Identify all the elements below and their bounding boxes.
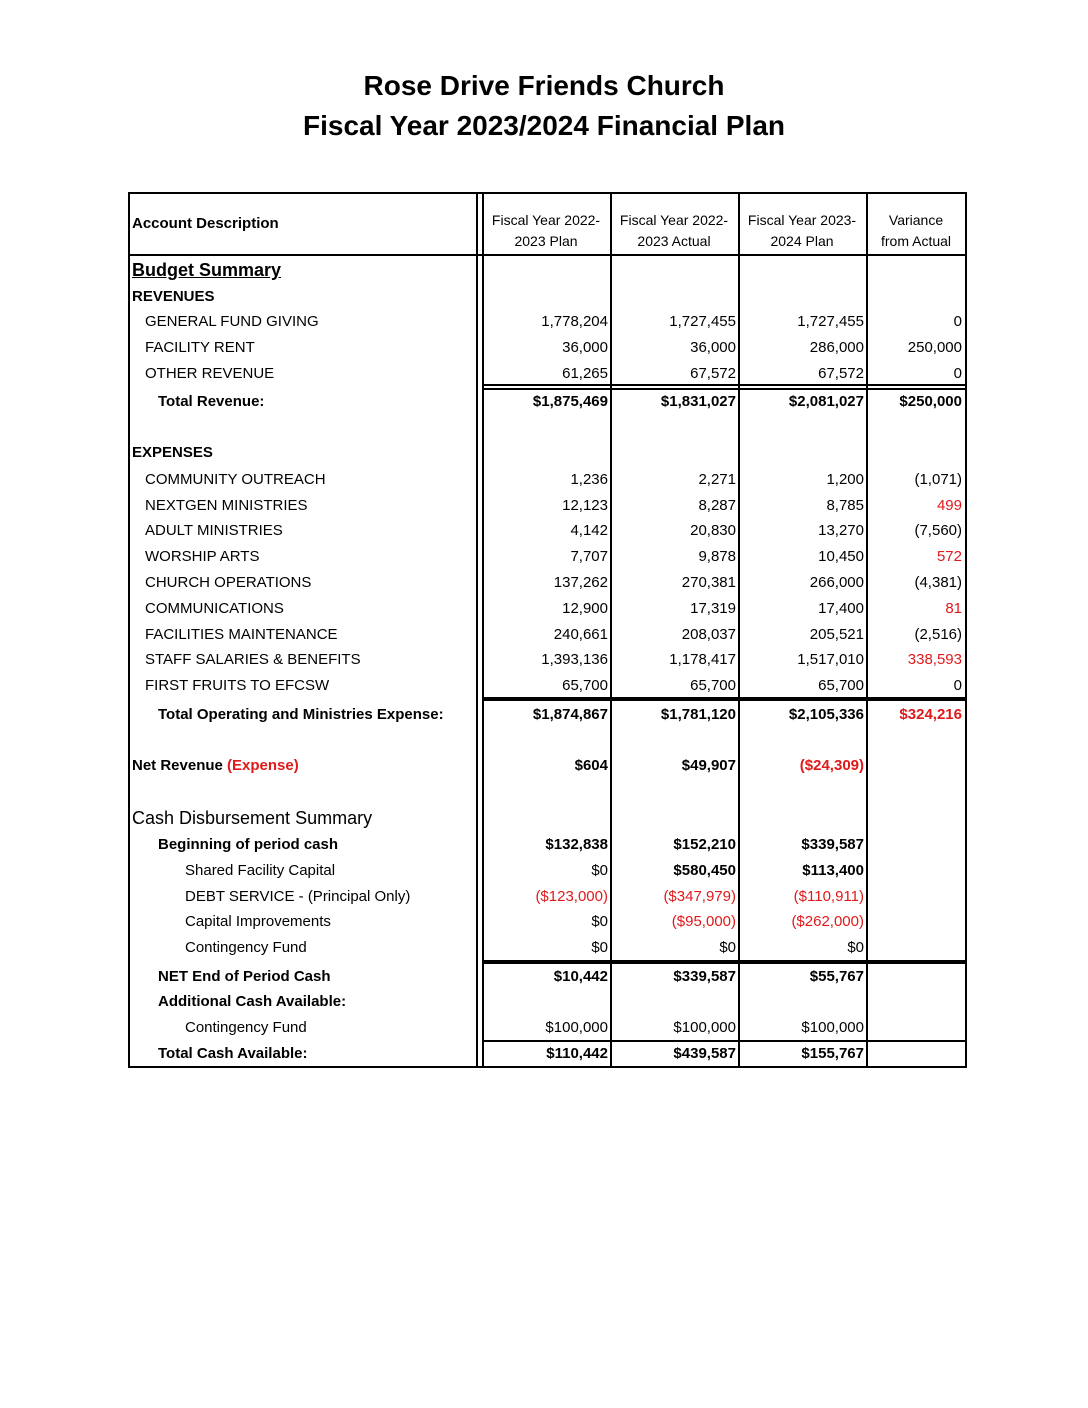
revenue-value: 67,572	[690, 365, 736, 382]
expense-value: 2,271	[698, 471, 736, 488]
revenue-value: 61,265	[562, 365, 608, 382]
cash-item-label: Shared Facility Capital	[185, 862, 336, 879]
cash-item-value: ($262,000)	[791, 913, 864, 930]
total-expense-value: $1,781,120	[660, 706, 736, 723]
net-revenue-text: Net Revenue	[132, 757, 223, 774]
contingency-fund-label: Contingency Fund	[185, 1019, 307, 1036]
expense-variance: 338,593	[907, 651, 962, 668]
revenue-row-label: OTHER REVENUE	[145, 365, 275, 382]
cash-item-value: $580,450	[673, 862, 736, 879]
beginning-cash-label: Beginning of period cash	[158, 836, 339, 853]
document-title: Rose Drive Friends Church	[363, 70, 725, 101]
expense-variance: 0	[953, 677, 962, 694]
expense-variance: (2,516)	[914, 626, 962, 643]
contingency-fund-value: $100,000	[545, 1019, 608, 1036]
revenue-variance: 0	[953, 313, 962, 330]
cash-item-label: Capital Improvements	[185, 913, 331, 930]
column-divider	[738, 192, 740, 1068]
net-end-cash-value: $339,587	[673, 968, 736, 985]
expense-value: 208,037	[681, 626, 736, 643]
expense-value: 12,123	[562, 497, 608, 514]
expense-value: 12,900	[562, 600, 608, 617]
expense-value: 8,785	[826, 497, 864, 514]
revenues-label: REVENUES	[132, 288, 215, 305]
expense-row-label: COMMUNICATIONS	[145, 600, 284, 617]
expense-value: 1,393,136	[541, 651, 608, 668]
expense-value: 1,200	[826, 471, 864, 488]
total-expense-value: $2,105,336	[788, 706, 864, 723]
expense-value: 1,236	[570, 471, 608, 488]
expense-value: 65,700	[818, 677, 864, 694]
revenue-value: 1,778,204	[541, 313, 608, 330]
column-divider	[476, 192, 478, 1068]
net-end-cash-value: $10,442	[553, 968, 608, 985]
expense-row-label: COMMUNITY OUTREACH	[145, 471, 326, 488]
document-subtitle: Fiscal Year 2023/2024 Financial Plan	[302, 110, 785, 141]
expense-variance: (1,071)	[914, 471, 962, 488]
row-divider	[484, 697, 965, 701]
expense-row-label: CHURCH OPERATIONS	[145, 574, 312, 591]
expense-value: 240,661	[553, 626, 608, 643]
net-expense-text: (Expense)	[227, 757, 299, 774]
net-revenue-value: ($24,309)	[799, 757, 864, 774]
total-revenue-value: $2,081,027	[788, 393, 864, 410]
expenses-label: EXPENSES	[132, 444, 213, 461]
expense-row-label: WORSHIP ARTS	[145, 548, 260, 565]
revenue-variance: 0	[953, 365, 962, 382]
expense-value: 13,270	[818, 522, 864, 539]
revenue-value: 67,572	[818, 365, 864, 382]
expense-row-label: FIRST FRUITS TO EFCSW	[145, 677, 330, 694]
expense-value: 205,521	[809, 626, 864, 643]
revenue-value: 36,000	[690, 339, 736, 356]
revenue-row-label: FACILITY RENT	[145, 339, 255, 356]
expense-value: 1,178,417	[669, 651, 736, 668]
cash-item-value: $0	[591, 939, 608, 956]
financial-plan-table	[128, 192, 967, 1068]
net-revenue-value: $49,907	[681, 757, 736, 774]
total-expense-label: Total Operating and Ministries Expense:	[158, 706, 444, 723]
cash-item-value: ($123,000)	[535, 888, 608, 905]
budget-summary-heading: Budget Summary	[132, 260, 282, 280]
expense-row-label: ADULT MINISTRIES	[145, 522, 283, 539]
beginning-cash-value: $132,838	[545, 836, 608, 853]
expense-value: 270,381	[681, 574, 736, 591]
cash-item-label: Contingency Fund	[185, 939, 307, 956]
expense-variance: 499	[936, 497, 962, 514]
revenue-value: 1,727,455	[797, 313, 864, 330]
net-end-cash-value: $55,767	[809, 968, 864, 985]
header-fy2223-actual: Fiscal Year 2022- 2023 Actual	[619, 212, 729, 249]
cash-summary-heading: Cash Disbursement Summary	[132, 808, 373, 828]
contingency-fund-value: $100,000	[673, 1019, 736, 1036]
column-divider	[482, 192, 484, 1068]
expense-row-label: STAFF SALARIES & BENEFITS	[145, 651, 361, 668]
expense-value: 137,262	[553, 574, 608, 591]
beginning-cash-value: $339,587	[801, 836, 864, 853]
contingency-fund-value: $100,000	[801, 1019, 864, 1036]
expense-value: 17,400	[818, 600, 864, 617]
total-cash-value: $439,587	[673, 1045, 736, 1062]
expense-variance: (4,381)	[914, 574, 962, 591]
expense-value: 9,878	[698, 548, 736, 565]
cash-item-value: $0	[847, 939, 864, 956]
revenue-value: 286,000	[809, 339, 864, 356]
header-variance: Variance from Actual	[880, 212, 952, 249]
total-cash-value: $110,442	[546, 1045, 608, 1062]
revenue-variance: 250,000	[907, 339, 962, 356]
net-revenue-label	[132, 756, 299, 776]
expense-value: 65,700	[562, 677, 608, 694]
row-divider	[484, 388, 965, 390]
header-divider	[128, 254, 967, 256]
expense-value: 1,517,010	[797, 651, 864, 668]
cash-item-value: ($110,911)	[793, 888, 864, 905]
additional-cash-label: Additional Cash Available:	[158, 993, 347, 1010]
net-end-cash-label: NET End of Period Cash	[158, 968, 331, 985]
total-cash-label: Total Cash Available:	[158, 1045, 308, 1062]
row-divider	[484, 960, 965, 964]
expense-variance: 572	[936, 548, 962, 565]
expense-variance: 81	[945, 600, 962, 617]
cash-item-value: $0	[719, 939, 736, 956]
column-divider	[866, 192, 868, 1068]
revenue-value: 1,727,455	[669, 313, 736, 330]
header-fy2223-plan: Fiscal Year 2022- 2023 Plan	[491, 212, 601, 249]
cash-item-label: DEBT SERVICE - (Principal Only)	[185, 888, 411, 905]
net-revenue-value: $604	[574, 757, 608, 774]
total-revenue-value: $1,875,469	[532, 393, 608, 410]
row-divider	[484, 1040, 965, 1042]
total-revenue-label: Total Revenue:	[158, 393, 265, 410]
expense-value: 4,142	[570, 522, 608, 539]
total-cash-value: $155,767	[801, 1045, 864, 1062]
expense-value: 20,830	[690, 522, 736, 539]
expense-row-label: FACILITIES MAINTENANCE	[145, 626, 338, 643]
expense-value: 65,700	[690, 677, 736, 694]
revenue-row-label: GENERAL FUND GIVING	[145, 313, 319, 330]
total-expense-value: $1,874,867	[532, 706, 608, 723]
cash-item-value: $113,400	[802, 862, 864, 879]
expense-value: 10,450	[818, 548, 864, 565]
expense-value: 17,319	[690, 600, 736, 617]
column-divider	[610, 192, 612, 1068]
header-fy2324-plan: Fiscal Year 2023- 2024 Plan	[747, 212, 857, 249]
beginning-cash-value: $152,210	[673, 836, 736, 853]
row-divider	[484, 384, 965, 386]
expense-value: 7,707	[570, 548, 608, 565]
total-expense-variance: $324,216	[899, 706, 962, 723]
expense-value: 266,000	[809, 574, 864, 591]
cash-item-value: $0	[591, 913, 608, 930]
expense-value: 8,287	[698, 497, 736, 514]
cash-item-value: $0	[591, 862, 608, 879]
header-account-description: Account Description	[132, 215, 279, 232]
cash-item-value: ($347,979)	[663, 888, 736, 905]
expense-row-label: NEXTGEN MINISTRIES	[145, 497, 308, 514]
revenue-value: 36,000	[562, 339, 608, 356]
total-revenue-value: $1,831,027	[660, 393, 736, 410]
total-revenue-variance: $250,000	[899, 393, 962, 410]
expense-variance: (7,560)	[914, 522, 962, 539]
cash-item-value: ($95,000)	[671, 913, 736, 930]
